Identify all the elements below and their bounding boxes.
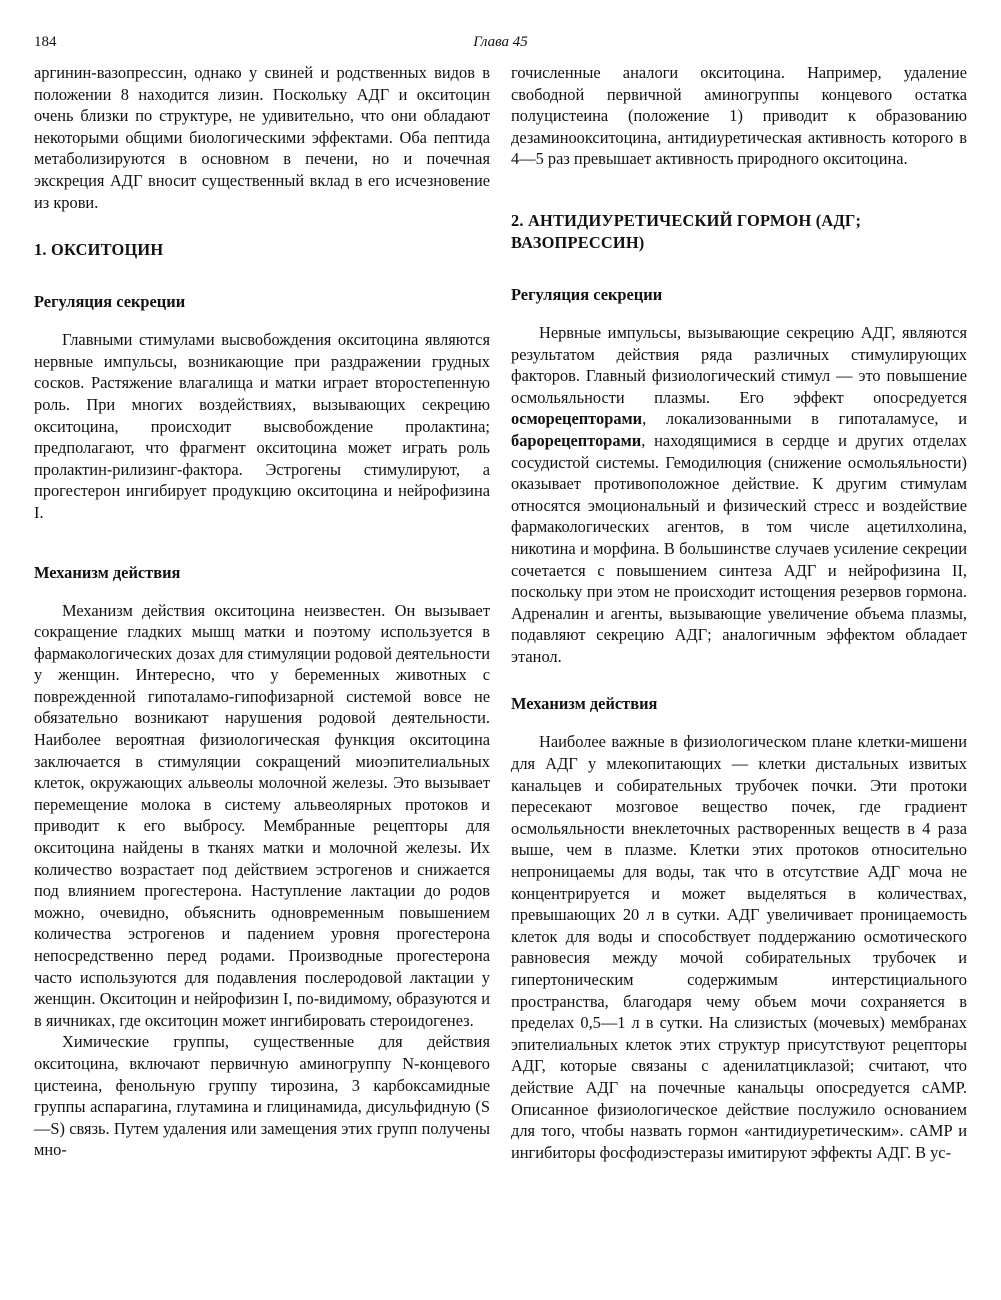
oxytocin-chemical-groups-paragraph: Химические группы, существенные для действия окситоцина, включают первичную аминогруппу N-концевого цистеина, фенольную группу тирозина, 3 карбоксамидные группы аспарагина, глутамина и глицинамида, дисульфидную (S—S) связь. Путем удаления или замещения этих групп получены мно- (34, 1032, 490, 1160)
term-osmoreceptors: осморецепторами (511, 409, 643, 429)
subheading-oxytocin-regulation: Регуляция секреции (34, 292, 186, 312)
oxytocin-regulation-paragraph: Главными стимулами высвобождения окситоцина являются нервные импульсы, возникающие при раздражении грудных сосков. Растяжение влагалища и матки играет второстепенную роль. При многих воздействиях, вызывающих секрецию окситоцина, происходит высвобождение пролактина; предполагают, что фрагмент окситоцина может играть роль пролактин-рилизинг-фактора. Эстрогены стимулируют, а прогестерон ингибирует продукцию окситоцина и нейрофизина I. (34, 330, 490, 522)
adh-regulation-text-b: , локализованными в гипоталамусе, и (642, 409, 967, 429)
oxytocin-mechanism-paragraph: Механизм действия окситоцина неизвестен. Он вызывает сокращение гладких мышц матки и поэтому используется в фармакологических дозах для стимуляции родовой деятельности у женщин. Интересно, что у беременных животных с поврежденной гипоталамо-гипофизарной системой вовсе не обязательно возникают нарушения родовой деятельности. Наиболее вероятная физиологическая функция окситоцина заключается в стимуляции сокращений миоэпителиальных клеток, окружающих альвеолы молочной железы. Это вызывает перемещение молока в систему альвеолярных протоков и приводит к его выбросу. Мембранные рецепторы для окситоцина найдены в тканях матки и молочной железы. Их количество возрастает под действием эстрогенов и снижается под влиянием прогестерона. Наступление лактации до родов можно, очевидно, объяснить одновременным повышением количества эстрогенов и падением уровня прогестерона непосредственно перед родами. Производные прогестерона часто используются для подавления послеродовой лактации у женщин. Окситоцин и нейрофизин I, по-видимому, образуются и в яичниках, где окситоцин может ингибировать стероидогенез. (34, 600, 490, 1030)
term-baroreceptors: барорецепторами (511, 430, 642, 450)
subheading-adh-mechanism: Механизм действия (511, 694, 658, 714)
adh-regulation-text-c: , находящимися в сердце и других отделах сосудистой системы. Гемодилюция (снижение осмольяльности) оказывает противоположное действие. К другим стимулам относятся эмоциональный и физический стресс и воздействие фармакологических агентов, в том числе ацетилхолина, никотина и морфина. В большинстве случаев усиление секреции сочетается с повышением синтеза АДГ и нейрофизина II, поскольку при этом не происходит истощения резервов гормона. Адреналин и агенты, вызывающие увеличение объема плазмы, подавляют секрецию АДГ; аналогичным эффектом обладает этанол. (511, 430, 967, 666)
right-column (511, 62, 967, 1163)
page-number: 184 (34, 34, 57, 50)
intro-paragraph: аргинин-вазопрессин, однако у свиней и родственных видов в положении 8 находится лизин. Поскольку АДГ и окситоцин очень близки по структуре, не удивительно, что они обладают некоторыми общими биологическими эффектами. Оба пептида метаболизируются в основном в печени, но и почечная экскреция АДГ вносит существенный вклад в его исчезновение из крови. (34, 63, 490, 212)
chapter-title: Глава 45 (473, 34, 528, 50)
left-column (34, 62, 490, 1161)
adh-regulation-paragraph (511, 322, 967, 668)
page-header (34, 34, 967, 56)
subheading-oxytocin-mechanism: Механизм действия (34, 562, 181, 582)
adh-mechanism-paragraph: Наиболее важные в физиологическом плане клетки-мишени для АДГ у млекопитающих — клетки дистальных извитых канальцев и собирательных трубочек почки. Эти протоки пересекают мозговое вещество почек, где градиент осмольяльности внеклеточных растворенных веществ в 4 раза выше, чем в плазме. Клетки этих протоков относительно непроницаемы для воды, так что в отсутствие АДГ моча не концентрируется и может выделяться в количествах, превышающих 20 л в сутки. АДГ увеличивает проницаемость клеток для воды и способствует поддержанию осмотического равновесия между мочой собирательных трубочек и гипертоническим содержимым интерстициального пространства, благодаря чему объем мочи сохраняется в пределах 0,5—1 л в сутки. На слизистых (мочевых) мембранах эпителиальных клеток этих структур присутствуют рецепторы АДГ, которые связаны с аденилатциклазой; считают, что действие АДГ на почечные канальцы опосредуется cAMP. Описанное физиологическое действие послужило основанием для того, чтобы назвать гормон «антидиуретическим». cAMP и ингибиторы фосфодиэстеразы имитируют эффекты АДГ. В ус- (511, 732, 967, 1162)
continued-paragraph: гочисленные аналоги окситоцина. Например, удаление свободной первичной аминогруппы концевого остатка полуцистеина (положение 1) приводит к образованию дезаминоокситоцина, антидиуретическая активность которого в 4—5 раз превышает активность природного окситоцина. (511, 63, 967, 169)
adh-regulation-text-a: Нервные импульсы, вызывающие секрецию АДГ, являются результатом действия ряда различных стимулирующих факторов. Главный физиологический стимул — это повышение осмольяльности плазмы. Его эффект опосредуется (511, 322, 967, 407)
section-heading-oxytocin: 1. ОКСИТОЦИН (34, 240, 164, 260)
subheading-adh-regulation: Регуляция секреции (511, 284, 663, 304)
section-heading-adh: 2. АНТИДИУРЕТИЧЕСКИЙ ГОРМОН (АДГ; ВАЗОПРЕССИН) (511, 210, 862, 252)
